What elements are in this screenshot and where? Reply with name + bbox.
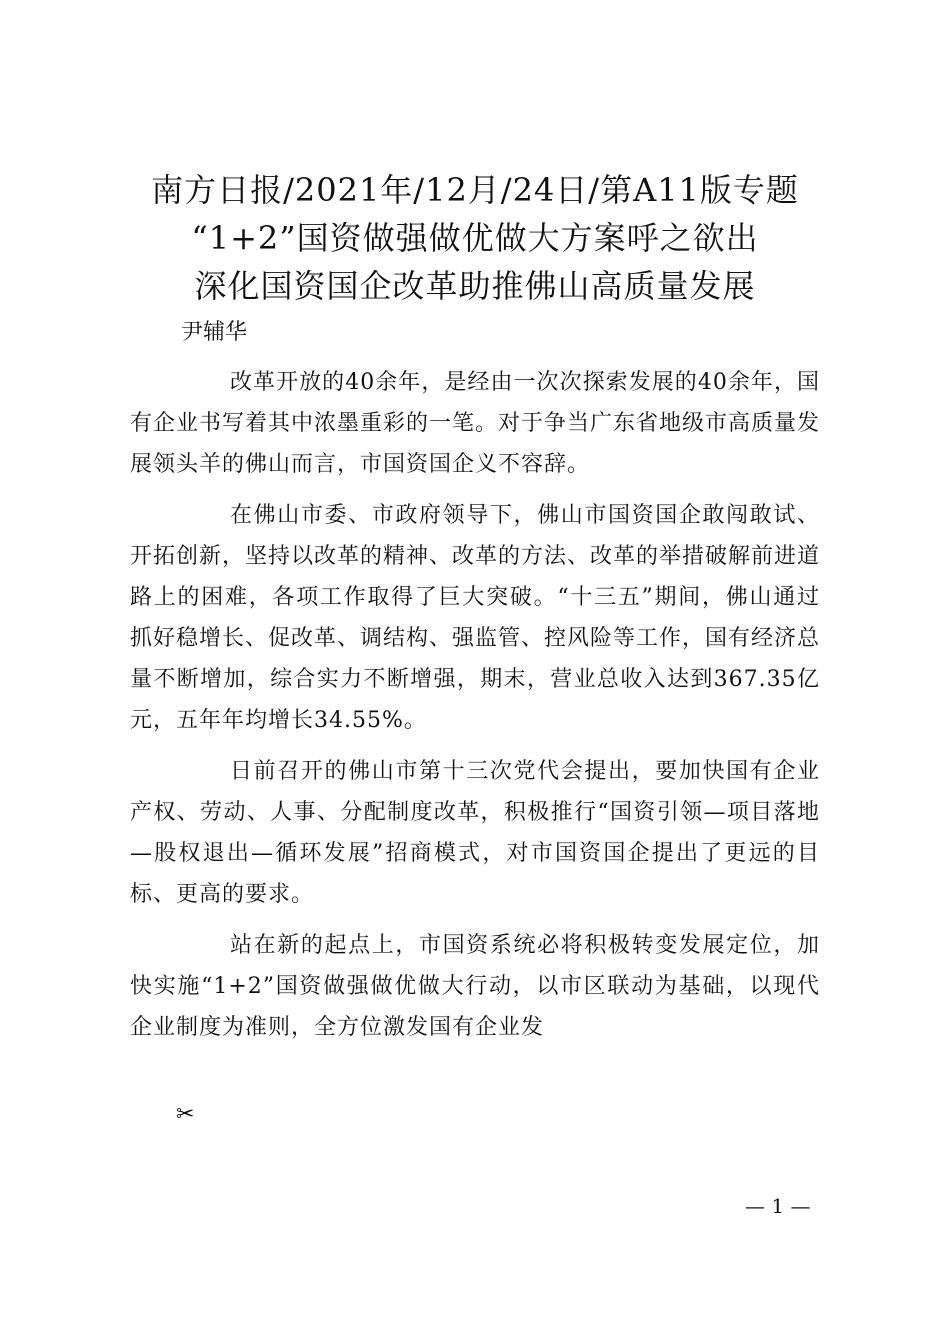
body-paragraph: 日前召开的佛山市第十三次党代会提出，要加快国有企业产权、劳动、人事、分配制度改革，积极推行“国资引领—项目落地—股权退出—循环发展”招商模式，对市国资国企提出了更远的目标、更高的要求。 <box>130 759 820 907</box>
body-paragraph: 站在新的起点上，市国资系统必将积极转变发展定位，加快实施“1+2”国资做强做优做大行动，以市区联动为基础，以现代企业制度为准则，全方位激发国有企业发 <box>130 933 820 1040</box>
article-body <box>130 362 820 1058</box>
article-title <box>0 166 950 310</box>
title-line-subheadline: 深化国资国企改革助推佛山高质量发展 <box>194 267 756 305</box>
title-line-headline: “1+2”国资做强做优做大方案呼之欲出 <box>191 219 759 257</box>
body-paragraph: 改革开放的40余年，是经由一次次探索发展的40余年，国有企业书写着其中浓墨重彩的一笔。对于争当广东省地级市高质量发展领头羊的佛山而言，市国资国企义不容辞。 <box>130 370 821 477</box>
title-line-source: 南方日报/2021年/12月/24日/第A11版专题 <box>151 171 799 209</box>
author-name: 尹辅华 <box>181 320 248 345</box>
scissors-icon: ✂ <box>176 1102 195 1127</box>
body-paragraph: 在佛山市委、市政府领导下，佛山市国资国企敢闯敢试、开拓创新，坚持以改革的精神、改革的方法、改革的举措破解前进道路上的困难，各项工作取得了巨大突破。“十三五”期间，佛山通过抓好稳增长、促改革、调结构、强监管、控风险等工作，国有经济总量不断增加，综合实力不断增强，期末，营业总收入达到367.35亿元，五年年均增长34.55%。 <box>130 503 821 733</box>
page-number: — 1 — <box>745 1194 811 1218</box>
